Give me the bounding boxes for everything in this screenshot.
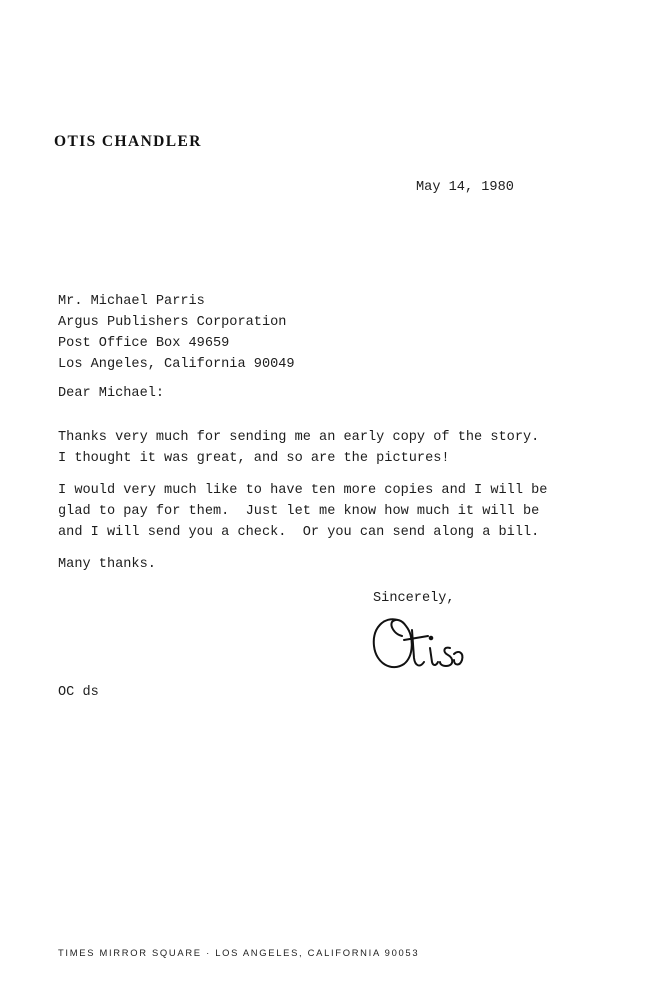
- recipient-address: [58, 291, 295, 375]
- body-line: I thought it was great, and so are the pictures!: [58, 451, 450, 466]
- letterhead-name: OTIS CHANDLER: [54, 133, 202, 150]
- body-paragraph-2: [58, 480, 547, 543]
- reference-initials: OC ds: [58, 685, 99, 700]
- closing: Sincerely,: [373, 591, 455, 606]
- recipient-line: Los Angeles, California 90049: [58, 357, 295, 372]
- body-line: I would very much like to have ten more copies and I will be: [58, 483, 548, 498]
- handwritten-signature-icon: [368, 608, 484, 678]
- body-line: glad to pay for them. Just let me know how much it will be: [58, 504, 540, 519]
- body-paragraph-3: [58, 554, 156, 575]
- recipient-line: Argus Publishers Corporation: [58, 315, 287, 330]
- recipient-line: Post Office Box 49659: [58, 336, 230, 351]
- body-line: Thanks very much for sending me an early copy of the story.: [58, 430, 540, 445]
- body-line: and I will send you a check. Or you can send along a bill.: [58, 525, 540, 540]
- footer-address: TIMES MIRROR SQUARE · LOS ANGELES, CALIFORNIA 90053: [58, 947, 420, 958]
- letter-date: May 14, 1980: [416, 180, 514, 195]
- body-line: Many thanks.: [58, 557, 156, 572]
- body-paragraph-1: [58, 427, 539, 469]
- recipient-line: Mr. Michael Parris: [58, 294, 205, 309]
- salutation: Dear Michael:: [58, 386, 165, 401]
